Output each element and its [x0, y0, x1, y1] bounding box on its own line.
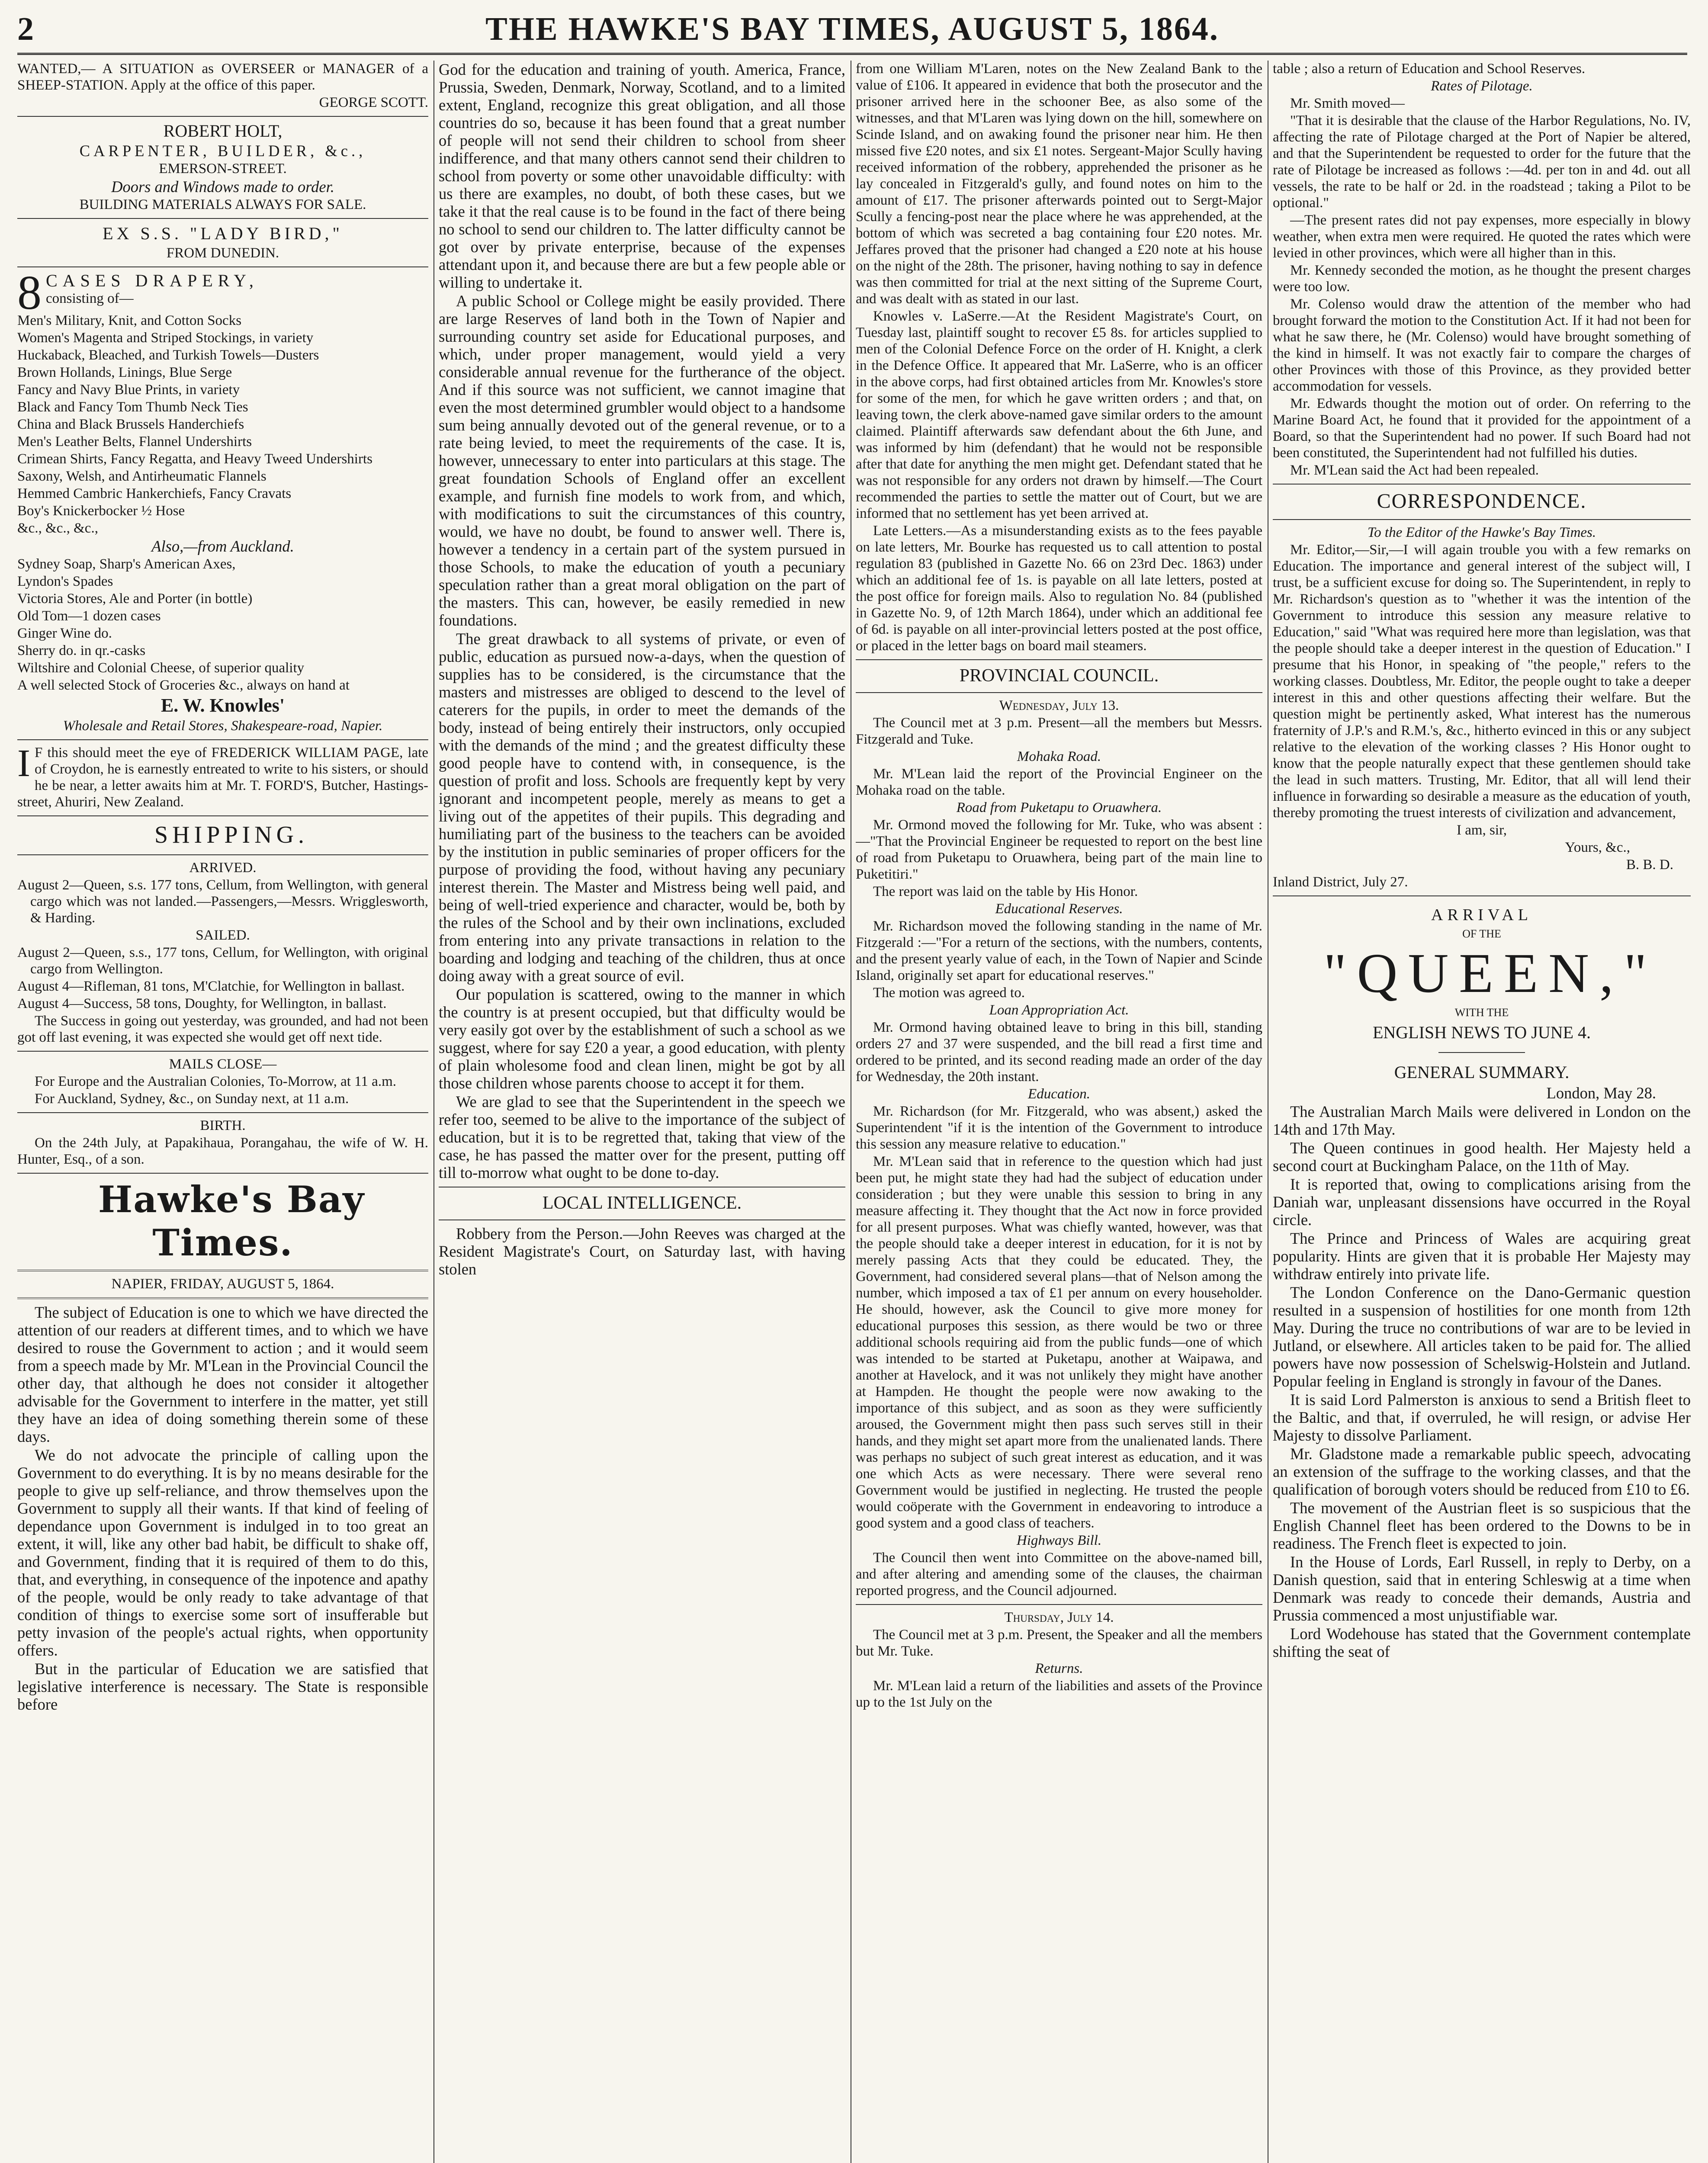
letter-closing: I am, sir, — [1457, 822, 1507, 838]
subheading: Education. — [1028, 1086, 1090, 1102]
column-4 — [1273, 61, 1691, 2163]
london-date: London, May 28. — [1546, 1084, 1656, 1102]
list-item: Victoria Stores, Ale and Porter (in bottle) — [17, 591, 253, 607]
council-paragraph: —The present rates did not pay expenses, more especially in blowy weather, when extra men were required. He quoted the rates which were levied in other provinces, which were all higher than in this. — [1273, 212, 1691, 261]
list-item: Huckaback, Bleached, and Turkish Towels—Dusters — [17, 347, 319, 363]
council-heading: PROVINCIAL COUNCIL. — [959, 666, 1159, 686]
dateline: NAPIER, FRIDAY, AUGUST 5, 1864. — [111, 1276, 334, 1292]
knowles-stores: Wholesale and Retail Stores, Shakespeare-road, Napier. — [63, 718, 383, 734]
council-paragraph: Mr. Ormond having obtained leave to bring in this bill, standing orders 27 and 37 were suspended, and the bill read a first time and ordered to be printed, and its second reading made an order of the day for Wednesday, the 20th instant. — [856, 1020, 1262, 1085]
column-3 — [856, 61, 1262, 2163]
shipping-entry: August 2—Queen, s.s., 177 tons, Cellum, for Wellington, with original cargo from Wellington. — [17, 945, 428, 977]
council-paragraph: Mr. Colenso would draw the attention of the member who had brought forward the motion to the Constitution Act. If it had not been for what he saw there, he (Mr. Colenso) would have brought something of the kind in himself. It was not exactly fair to compare the charges of other Provinces with those of this Province, as they provided better accommodation for vessels. — [1273, 296, 1691, 394]
list-item: Fancy and Navy Blue Prints, in variety — [17, 382, 240, 398]
page-number: 2 — [17, 11, 34, 47]
letter-signature: B. B. D. — [1626, 857, 1673, 873]
local-paragraph: Knowles v. LaSerre.—At the Resident Magistrate's Court, on Tuesday last, plaintiff sought to recover £5 8s. for articles supplied to men of the Colonial Defence Force on the order of H. Knight, a clerk in the Defence Office. It appeared that Mr. LaSerre, who is an officer in the above corps, had first obtained articles from Mr. Knowles's store for some of the men, for which he gave written orders ; and that, on leaving town, the clerk above-named gave similar orders to the amount claimed. Plaintiff afterwards saw defendant about the 6th June, and was informed by him (defendant) that he would not be responsible after that date for anything the men might get. Defendant stated that he was not responsible for any orders not drawn by himself.—The Court recommended the parties to settle the matter out of Court, but we are informed that no settlement has yet been arrived at. — [856, 308, 1262, 521]
council-paragraph: Mr. Richardson moved the following standing in the name of Mr. Fitzgerald :—"For a return of the sections, with the numbers, contents, and the present yearly value of each, in the Town of Napier and Scinde Island, originally set apart for educational reserves." — [856, 918, 1262, 983]
session-date: Wednesday, July 13. — [999, 698, 1119, 713]
council-paragraph: Mr. M'Lean said that in reference to the question which had just been put, he might state they had had the subject of education under consideration ; but they were unable this session to bring in any measure affecting it. They thought that the Act now in force provided for all present purposes. What was chiefly wanted, however, was that the people should take a deeper interest in education, for it is not by merely passing Acts that they could be educated. They, the Government, had considered several plans—that of Nelson among the number, which imposed a tax of £1 per annum on every householder. He should, however, ask the Council to give more money for educational purposes this session, as there would be two or three additional schools requiring aid from the public funds—one of which was intended to be started at Puketapu, another at Waipawa, and another at Havelock, and it was not unlikely they might have another at Hampden. He thought the people were now awaking to the importance of this subject, and as soon as they were sufficiently aroused, the Government might then pass such serves still in their hands, and they might set apart more from the unalienated lands. There was perhaps no subject of such great interest as education, and it was one which Acts as were necessary. There were several reno Government would be justified in neglecting. He trusted the people would coöperate with the Government in endeavoring to introduce a good system and a good class of teachers. — [856, 1154, 1262, 1531]
list-item: Black and Fancy Tom Thumb Neck Ties — [17, 399, 248, 415]
column-1 — [17, 61, 428, 2163]
local-intelligence-heading: LOCAL INTELLIGENCE. — [542, 1193, 742, 1213]
knowles-name: E. W. Knowles' — [161, 695, 285, 716]
with-the-label: WITH THE — [1454, 1006, 1509, 1019]
shipping-entry: August 2—Queen, s.s. 177 tons, Cellum, from Wellington, with general cargo which was not landed.—Passengers,—Messrs. Wrigglesworth, & Harding. — [17, 877, 428, 926]
editorial-paragraph: A public School or College might be easily provided. There are large Reserves of land both in the Town of Napier and surrounding country set aside for Educational purposes, and which, under proper management, would yield a very considerable annual revenue for the furtherance of the object. And if this source was not sufficient, we cannot imagine that even the most determined grumbler would object to a handsome sum being annually devoted out of the general revenue, or to a rate being levied, to meet the requirements of the case. It is, however, unnecessary to enter into particulars at this stage. The great foundation Schools of England offer an excellent example, and furnish fine models to work from, and which, with modifications to suit the circumstances of this country, would, we have no doubt, be found to answer well. There is, however a tendency in a certain part of the system pursued in those Schools, to make the education of youth a pecuniary speculation rather than a great moral obligation on the part of the masters. This can, however, be easily remedied in new foundations. — [439, 292, 845, 629]
summary-heading: GENERAL SUMMARY. — [1394, 1062, 1570, 1082]
council-paragraph: "That it is desirable that the clause of the Harbor Regulations, No. IV, affecting the rate of Pilotage charged at the Port of Napier be altered, and that the Superintendent be requested to order for the future that the rate of Pilotage be increased as follows :—4d. per ton in and 4d. out all vessels, the rate to be half or 2d. in the roadstead ; taking a Pilot to be optional." — [1273, 113, 1691, 211]
editorial-paragraph: We are glad to see that the Superintendent in the speech we refer too, seemed to be alive to the importance of the subject of education, but it is to be regretted that, taking that view of the case, he has passed the matter over for the present, putting off till to-morrow what ought to be done to-day. — [439, 1093, 845, 1181]
list-item: Hemmed Cambric Hankerchiefs, Fancy Cravats — [17, 486, 292, 501]
news-paragraph: Lord Wodehouse has stated that the Government contemplate shifting the seat of — [1273, 1625, 1691, 1660]
council-paragraph: Mr. M'Lean said the Act had been repealed. — [1290, 462, 1539, 478]
list-item: Sydney Soap, Sharp's American Axes, — [17, 556, 236, 572]
holt-trade: CARPENTER, BUILDER, &c., — [79, 142, 366, 160]
news-paragraph: The movement of the Austrian fleet is so suspicious that the English Channel fleet has been ordered to the Downs to be in readiness. The French fleet is expected to join. — [1273, 1499, 1691, 1552]
notice-text: F this should meet the eye of FREDERICK WILLIAM PAGE, late of Croydon, he is earnestly entreated to write to his sisters, or should he be near, a letter awaits him at Mr. T. FORD'S, Butcher, Hastings-street, Ahuriri, New Zealand. — [17, 745, 428, 810]
news-paragraph: In the House of Lords, Earl Russell, in reply to Derby, on a Danish question, said that in entering Schleswig at a time when Denmark was ready to concede their demands, Austria and Prussia commenced a most unjustifiable war. — [1273, 1553, 1691, 1624]
list-item: Men's Leather Belts, Flannel Undershirts — [17, 434, 252, 449]
council-paragraph: Mr. Richardson (for Mr. Fitzgerald, who was absent,) asked the Superintendent "if it is the intention of the Government to introduce this session any measure relative to education." — [856, 1104, 1262, 1152]
shipping-entry: August 4—Rifleman, 81 tons, M'Clatchie, for Wellington in ballast. — [17, 979, 405, 994]
news-paragraph: It is reported that, owing to complications arising from the Daniah war, unpleasant dissensions have occurred in the Royal circle. — [1273, 1175, 1691, 1229]
list-item: Ginger Wine do. — [17, 626, 112, 641]
council-paragraph: Mr. Kennedy seconded the motion, as he thought the present charges were too low. — [1273, 263, 1691, 295]
column-2 — [439, 61, 845, 2163]
birth-heading: BIRTH. — [200, 1118, 246, 1133]
session-date: Thursday, July 14. — [1004, 1610, 1114, 1625]
list-item: Wiltshire and Colonial Cheese, of superior quality — [17, 660, 305, 676]
subheading: Road from Puketapu to Oruawhera. — [956, 800, 1162, 815]
sailed-heading: SAILED. — [196, 927, 250, 943]
of-the-label: OF THE — [1462, 927, 1501, 940]
mails-heading: MAILS CLOSE— — [169, 1056, 277, 1072]
council-paragraph: table ; also a return of Education and School Reserves. — [1273, 61, 1586, 77]
drapery-ad — [17, 266, 428, 734]
holt-materials: BUILDING MATERIALS ALWAYS FOR SALE. — [79, 197, 366, 212]
council-paragraph: Mr. Edwards thought the motion out of order. On referring to the Marine Board Act, he found that it provided for the appointment of a Board, so that the Superintendent had no power. If such Board had not been constituted, the Superintendent had not fulfilled his duties. — [1273, 396, 1691, 461]
subheading: Rates of Pilotage. — [1431, 78, 1533, 94]
ad-wanted: WANTED,— A SITUATION as OVERSEER or MANAGER of a SHEEP-STATION. Apply at the office of this paper. — [17, 61, 428, 93]
holt-doors: Doors and Windows made to order. — [111, 178, 334, 196]
column-rule — [433, 61, 434, 2163]
list-item: Men's Military, Knit, and Cotton Socks — [17, 313, 242, 328]
mails-entry: For Europe and the Australian Colonies, To-Morrow, at 11 a.m. — [35, 1074, 396, 1089]
subheading: Highways Bill. — [1016, 1533, 1102, 1548]
editorial-paragraph: But in the particular of Education we are satisfied that legislative interference is necessary. The State is responsible before — [17, 1660, 428, 1713]
council-paragraph: Mr. Smith moved— — [1290, 96, 1405, 111]
council-paragraph: The report was laid on the table by His Honor. — [873, 884, 1138, 899]
editorial-paragraph: Our population is scattered, owing to the manner in which the country is at present occupied, but that difficulty would be very easily got over by the establishment of such a school as we suggest, where for say £20 a year, a good education, with plenty of plain wholesome food and clean linen, might be got by all those children whose parents choose to accept it for them. — [439, 985, 845, 1092]
news-paragraph: Mr. Gladstone made a remarkable public speech, advocating an extension of the suffrage to the working classes, and that the qualification of borough voters should be reduced from £10 to £6. — [1273, 1445, 1691, 1498]
list-item: Women's Magenta and Striped Stockings, in variety — [17, 330, 314, 346]
ad-wanted-signature: GEORGE SCOTT. — [319, 95, 428, 110]
drapery-consisting: consisting of— — [46, 291, 134, 306]
local-paragraph: Robbery from the Person.—John Reeves was charged at the Resident Magistrate's Court, on Saturday last, with having stolen — [439, 1225, 845, 1278]
birth-text: On the 24th July, at Papakihaua, Porangahau, the wife of W. H. Hunter, Esq., of a son. — [17, 1135, 428, 1167]
letter-closing: Yours, &c., — [1565, 840, 1630, 855]
paper-title: Hawke's Bay Times. — [98, 1178, 365, 1264]
masthead — [17, 8, 1687, 55]
drapery-head: CASES DRAPERY, — [46, 271, 259, 290]
newspaper-title: THE HAWKE'S BAY TIMES, AUGUST 5, 1864. — [485, 11, 1219, 47]
list-item: Brown Hollands, Linings, Blue Serge — [17, 365, 232, 380]
holt-street: EMERSON-STREET. — [159, 161, 287, 177]
council-paragraph: The motion was agreed to. — [873, 985, 1025, 1001]
subheading: Returns. — [1035, 1661, 1083, 1676]
list-item: Sherry do. in qr.-casks — [17, 643, 146, 658]
news-paragraph: The Australian March Mails were delivered in London on the 14th and 17th May. — [1273, 1103, 1691, 1138]
list-item: Old Tom—1 dozen cases — [17, 608, 161, 624]
list-item: Boy's Knickerbocker ½ Hose — [17, 503, 185, 519]
queen-heading: "QUEEN," — [1323, 942, 1657, 1004]
list-item: Lyndon's Spades — [17, 574, 113, 589]
editorial-paragraph: We do not advocate the principle of calling upon the Government to do everything. It is by no means desirable for the people to give up self-reliance, and throw themselves upon the Government to supply all their wants. If that kind of feeling of dependance upon Government is indulged in to too great an extent, it will, like any other bad habit, be difficult to shake off, and Government, finding that it is required of them to do this, that, and everything, in consequence of the inpotence and apathy of the people, would be only ready to take advantage of that condition of things to exercise some sort of insufferable but petty invasion of the people's actual rights, when opportunity offers. — [17, 1446, 428, 1659]
letter-body: Mr. Editor,—Sir,—I will again trouble you with a few remarks on Education. The importance and general interest of the subject will, I trust, be a sufficient excuse for doing so. The Superintendent, in reply to Mr. Richardson's question as to "whether it was the intention of the Government to introduce this session any measure relative to Education," said "What was required here more than legislation, was that the people should take a deeper interest in the question of Education." I presume that his Honor, in speaking of "the people," refers to the working classes. Doubtless, Mr. Editor, the people ought to take a deeper interest in this and other questions affecting their welfare. But the question might be pertinently asked, What interest has the numerous fraternity of J.P.'s and R.M.'s, &c., hitherto evinced in this or any subject relative to the elevation of the working classes ? His Honor ought to know that the people naturally expect that these gentlemen should take the lead in such matters. Trusting, Mr. Editor, that all will lend their influence in forwarding so desirable a measure as the education of youth, thereby promoting the truest interests of civilization and advancement, — [1273, 542, 1691, 821]
editorial-paragraph: The subject of Education is one to which we have directed the attention of our readers at different times, and to which we have desired to rouse the Government to action ; and it would seem from a speech made by Mr. M'Lean in the Provincial Council the other day, that although he does not consider it altogether advisable for the Government to interfere in the matter, yet still they have an idea of doing something therein some of these days. — [17, 1303, 428, 1445]
editorial-paragraph: God for the education and training of youth. America, France, Prussia, Sweden, Denmark, Norway, Scotland, and to a limited extent, England, recognize this great obligation, and all those countries do so, because it has been found that a great number of people will not send their children to school from sheer indifference, and that many others cannot send their children to school from poverty or some other unavoidable difficulty: with us there are examples, no doubt, of both these cases, but we take it that the real cause is to be found in the fact of there being no school to send our children to. The latter difficulty cannot be got over by private enterprise, because of the expenses attendant upon it, and because there are but a few people able or willing to undertake it. — [439, 61, 845, 291]
editorial-paragraph: The great drawback to all systems of private, or even of public, education as pursued now-a-days, when the question of supplies has to be considered, is the circumstance that the masters and mistresses are obliged to descend to the level of caterers for the pupils, in order to meet the demands of the body, instead of being entirely their instructors, only occupied with the demands of the mind ; and the greatest difficulty these good people have to contend with, in consequence, is the question of profit and loss. Schools are frequently kept by very ignorant and incompetent people, merely as means to get a living out of the appetites of their pupils. This degrading and humiliating part of the business to the teachers can be avoided by the institution in public seminaries of proper officers for the purpose of providing the food, without having any pecuniary interest therein. The Master and Mistress being well paid, and being of well-tried experience and character, would be, both by the rules of the School and by their own inclinations, excluded from entering into any private transactions in relation to the boarding and lodging and teaching of the children, thus at once doing away with a great source of evil. — [439, 630, 845, 985]
arrived-heading: ARRIVED. — [189, 860, 257, 876]
holt-name: ROBERT HOLT, — [163, 121, 283, 141]
ex-ship: EX S.S. "LADY BIRD," — [103, 224, 343, 243]
shipping-entry: August 4—Success, 58 tons, Doughty, for Wellington, in ballast. — [17, 996, 387, 1011]
council-paragraph: The Council met at 3 p.m. Present—all the members but Messrs. Fitzgerald and Tuke. — [856, 715, 1262, 747]
council-paragraph: Mr. M'Lean laid the report of the Provincial Engineer on the Mohaka road on the table. — [856, 766, 1262, 798]
ex-from: FROM DUNEDIN. — [166, 245, 279, 261]
news-paragraph: The Queen continues in good health. Her Majesty held a second court at Buckingham Palace, on the 11th of May. — [1273, 1139, 1691, 1175]
also-from: Also,—from Auckland. — [151, 537, 294, 555]
local-paragraph: Late Letters.—As a misunderstanding exists as to the fees payable on late letters, Mr. Bourke has requested us to call attention to postal regulation 83 (published in Gazette No. 66 on 23rd Dec. 1863) under which an additional fee of 1s. is payable on all late letters, posted at the post office for foreign mails. Also to regulation No. 84 (published in Gazette No. 9, of 12th March 1864), under which an additional fee of 6d. is payable on all inter-provincial letters posted at the post office, or placed in the letter bags on board mail steamers. — [856, 523, 1262, 654]
council-paragraph: The Council then went into Committee on the above-named bill, and after altering and amending some of the clauses, the chairman reported progress, and the Council adjourned. — [856, 1550, 1262, 1598]
correspondence-heading: CORRESPONDENCE. — [1377, 490, 1587, 513]
shipping-heading: SHIPPING. — [154, 822, 309, 848]
list-item: Saxony, Welsh, and Antirheumatic Flannels — [17, 469, 266, 484]
page-notice — [17, 742, 428, 810]
council-paragraph: Mr. M'Lean laid a return of the liabilities and assets of the Province up to the 1st July on the — [856, 1678, 1262, 1710]
success-note: The Success in going out yesterday, was grounded, and had not been got off last evening, it was expected she would get off next tide. — [17, 1013, 428, 1045]
subheading: Educational Reserves. — [995, 901, 1123, 917]
english-news-label: ENGLISH NEWS TO JUNE 4. — [1372, 1023, 1591, 1042]
notice-drop-cap: I — [17, 742, 30, 785]
arrival-label: ARRIVAL — [1431, 906, 1532, 924]
list-item: &c., &c., &c., — [17, 520, 98, 536]
mails-entry: For Auckland, Sydney, &c., on Sunday next, at 11 a.m. — [35, 1091, 349, 1107]
local-paragraph: from one William M'Laren, notes on the New Zealand Bank to the value of £106. It appeared in evidence that both the prosecutor and the prisoner arrived here in the schooner Bee, as also some of the witnesses, and that M'Laren was lying down on the hill, somewhere on Scinde Island, and on awaking found the prisoner near him. He then missed five £20 notes, and six £1 notes. Sergeant-Major Scully having received information of the robbery, apprehended the prisoner as he lay concealed in Fitzgerald's gully, and found notes on him to the amount of £17. The prisoner afterwards pointed out to Sergt-Major Scully a fencing-post near the place where he was apprehended, at the bottom of which was secreted a bag containing four £20 notes. Mr. Jeffares proved that the prisoner had changed a £20 note at his house on the night of the 28th. The prisoner, having nothing to say in defence was then committed for trial at the next sitting of the Supreme Court, and was dealt with as stated in our last. — [856, 61, 1262, 307]
news-paragraph: It is said Lord Palmerston is anxious to send a British fleet to the Baltic, and that, if overruled, he will resign, or advise Her Majesty to dissolve Parliament. — [1273, 1391, 1691, 1444]
drapery-number: 8 — [17, 266, 42, 320]
news-paragraph: The Prince and Princess of Wales are acquiring great popularity. Hints are given that it is probable Her Majesty may withdraw entirely into private life. — [1273, 1229, 1691, 1283]
subheading: Loan Appropriation Act. — [989, 1002, 1129, 1018]
list-item: China and Black Brussels Handerchiefs — [17, 417, 244, 432]
council-paragraph: Mr. Ormond moved the following for Mr. Tuke, who was absent :—"That the Provincial Engineer be requested to report on the best line of road from Puketapu to Oruawhera, being part of the main line to Puketitiri." — [856, 817, 1262, 882]
council-paragraph: The Council met at 3 p.m. Present, the Speaker and all the members but Mr. Tuke. — [856, 1627, 1262, 1659]
letter-place: Inland District, July 27. — [1273, 874, 1408, 890]
news-paragraph: The London Conference on the Dano-Germanic question resulted in a suspension of hostilities for one month from 12th May. During the truce no contributions of war are to be levied in Jutland, or elsewhere. All articles taken to be paid for. The allied powers have now possession of Schelswig-Holstein and Jutland. Popular feeling in England is strongly in favour of the Danes. — [1273, 1284, 1691, 1390]
subheading: Mohaka Road. — [1017, 749, 1101, 764]
list-item: Crimean Shirts, Fancy Regatta, and Heavy Tweed Undershirts — [17, 451, 372, 467]
groceries-note: A well selected Stock of Groceries &c., always on hand at — [17, 677, 350, 693]
letter-address: To the Editor of the Hawke's Bay Times. — [1367, 525, 1596, 540]
